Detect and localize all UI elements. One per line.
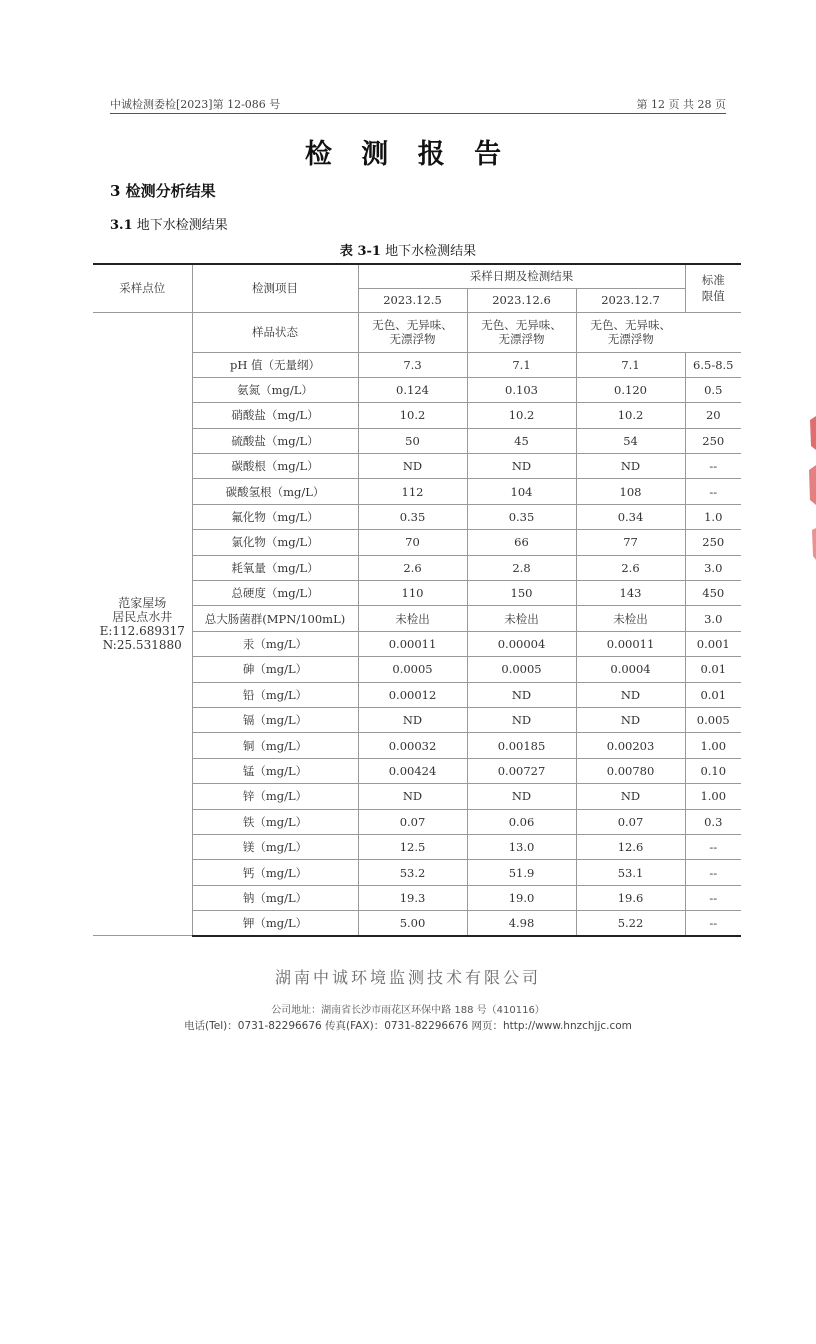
value-cell: ND [358,454,467,479]
item-cell: 钾（mg/L） [192,911,358,936]
value-cell: 0.07 [358,809,467,834]
value-cell: 2.8 [467,555,576,580]
value-cell: 10.2 [467,403,576,428]
standard-cell: 0.10 [685,758,741,783]
value-cell: 2.6 [358,555,467,580]
value-cell: 7.3 [358,352,467,377]
item-cell: 硫酸盐（mg/L） [192,428,358,453]
value-cell: 0.120 [576,377,685,402]
standard-cell: 250 [685,530,741,555]
value-cell: ND [576,454,685,479]
standard-cell: -- [685,860,741,885]
value-cell: 5.00 [358,911,467,936]
item-cell: 镉（mg/L） [192,707,358,732]
standard-cell: -- [685,834,741,859]
value-cell: 0.06 [467,809,576,834]
page-title: 检 测 报 告 [304,139,512,170]
value-cell: 45 [467,428,576,453]
item-cell: 碳酸根（mg/L） [192,454,358,479]
section-heading: 3 检测分析结果 [110,182,216,200]
standard-cell: -- [685,454,741,479]
value-cell: 0.35 [467,504,576,529]
value-cell: 70 [358,530,467,555]
value-cell: 0.00012 [358,682,467,707]
value-cell: 66 [467,530,576,555]
item-cell: 铅（mg/L） [192,682,358,707]
value-cell: 104 [467,479,576,504]
value-cell: 0.35 [358,504,467,529]
value-cell: 150 [467,581,576,606]
item-cell: 总硬度（mg/L） [192,581,358,606]
company-address: 公司地址：湖南省长沙市雨花区环保中路 188 号（410116） [271,1005,545,1016]
value-cell: 53.1 [576,860,685,885]
value-cell: ND [467,682,576,707]
item-cell: 硝酸盐（mg/L） [192,403,358,428]
value-cell: 13.0 [467,834,576,859]
standard-cell: 1.00 [685,784,741,809]
company-name: 湖南中诚环境监测技术有限公司 [274,968,541,987]
value-cell: 0.00203 [576,733,685,758]
item-cell: 铜（mg/L） [192,733,358,758]
col-header-item: 检测项目 [192,264,358,312]
standard-cell: 6.5-8.5 [685,352,741,377]
company-contact: 电话(Tel)：0731-82296676 传真(FAX)：0731-82296676 网页：http://www.hnzchjjc.com [184,1020,632,1032]
value-cell: ND [576,682,685,707]
value-cell: 0.0004 [576,657,685,682]
value-cell: ND [358,707,467,732]
standard-cell: 1.00 [685,733,741,758]
value-cell: 108 [576,479,685,504]
value-cell: 53.2 [358,860,467,885]
value-cell: 51.9 [467,860,576,885]
item-cell: 砷（mg/L） [192,657,358,682]
item-cell: 样品状态 [192,312,358,352]
col-header-site: 采样点位 [93,264,192,312]
seal-stamp-edge [806,410,816,570]
item-cell: pH 值（无量纲） [192,352,358,377]
value-cell: 5.22 [576,911,685,936]
value-cell: 10.2 [358,403,467,428]
subsection-text: 地下水检测结果 [132,218,228,233]
table-caption [0,240,816,259]
value-cell: 0.00424 [358,758,467,783]
value-cell: 0.07 [576,809,685,834]
standard-cell: 0.001 [685,631,741,656]
item-cell: 钠（mg/L） [192,885,358,910]
value-cell: ND [576,784,685,809]
item-cell: 锰（mg/L） [192,758,358,783]
value-cell: ND [467,454,576,479]
value-cell: 4.98 [467,911,576,936]
item-cell: 汞（mg/L） [192,631,358,656]
value-cell: 19.0 [467,885,576,910]
value-cell: 0.00727 [467,758,576,783]
results-table [93,263,741,937]
standard-cell: 20 [685,403,741,428]
table-row [93,312,741,352]
value-cell: 0.00011 [358,631,467,656]
header-divider [110,113,726,114]
value-cell: 19.6 [576,885,685,910]
value-cell: 0.00032 [358,733,467,758]
standard-cell: 0.5 [685,377,741,402]
col-header-date-group: 采样日期及检测结果 [358,264,685,288]
value-cell: 112 [358,479,467,504]
standard-cell: 0.005 [685,707,741,732]
item-cell: 碳酸氢根（mg/L） [192,479,358,504]
standard-cell: -- [685,885,741,910]
standard-cell: 250 [685,428,741,453]
value-cell: 无色、无异味、 无漂浮物 [576,312,685,352]
item-cell: 氟化物（mg/L） [192,504,358,529]
item-cell: 钙（mg/L） [192,860,358,885]
value-cell: 7.1 [467,352,576,377]
standard-cell: 3.0 [685,606,741,631]
value-cell: 10.2 [576,403,685,428]
col-header-date: 2023.12.7 [576,288,685,312]
value-cell: 无色、无异味、 无漂浮物 [467,312,576,352]
value-cell: 2.6 [576,555,685,580]
value-cell: 50 [358,428,467,453]
standard-cell: 0.01 [685,682,741,707]
value-cell: 0.0005 [467,657,576,682]
value-cell: 7.1 [576,352,685,377]
value-cell: 0.00004 [467,631,576,656]
value-cell: 未检出 [576,606,685,631]
value-cell: 0.0005 [358,657,467,682]
report-number: 中诚检测委检[2023]第 12-086 号 [110,98,281,111]
standard-cell: 450 [685,581,741,606]
col-header-date: 2023.12.6 [467,288,576,312]
item-cell: 耗氧量（mg/L） [192,555,358,580]
col-header-standard: 标准 限值 [685,264,741,312]
item-cell: 镁（mg/L） [192,834,358,859]
value-cell: 143 [576,581,685,606]
value-cell: 19.3 [358,885,467,910]
value-cell: 0.34 [576,504,685,529]
value-cell: ND [576,707,685,732]
value-cell: 77 [576,530,685,555]
table-caption-text: 地下水检测结果 [380,244,477,259]
table-caption-number: 表 3-1 [339,244,381,259]
item-cell: 总大肠菌群(MPN/100mL) [192,606,358,631]
standard-cell: 3.0 [685,555,741,580]
value-cell: ND [467,707,576,732]
value-cell: 54 [576,428,685,453]
sampling-site: 范家屋场 居民点水井 E:112.689317 N:25.531880 [93,312,192,936]
item-cell: 氯化物（mg/L） [192,530,358,555]
col-header-date: 2023.12.5 [358,288,467,312]
standard-cell: -- [685,479,741,504]
subsection-number: 3.1 [110,218,133,233]
value-cell: 未检出 [358,606,467,631]
value-cell: 12.6 [576,834,685,859]
value-cell: 0.124 [358,377,467,402]
value-cell: 12.5 [358,834,467,859]
value-cell: 0.00011 [576,631,685,656]
value-cell: 0.00185 [467,733,576,758]
item-cell: 铁（mg/L） [192,809,358,834]
standard-cell: 0.3 [685,809,741,834]
value-cell: 无色、无异味、 无漂浮物 [358,312,467,352]
value-cell: 未检出 [467,606,576,631]
value-cell: 0.103 [467,377,576,402]
value-cell: 0.00780 [576,758,685,783]
standard-cell: -- [685,911,741,936]
item-cell: 锌（mg/L） [192,784,358,809]
page-number: 第 12 页 共 28 页 [636,98,726,111]
value-cell: ND [358,784,467,809]
subsection-heading [110,214,228,233]
item-cell: 氨氮（mg/L） [192,377,358,402]
standard-cell: 1.0 [685,504,741,529]
value-cell: ND [467,784,576,809]
standard-cell: 0.01 [685,657,741,682]
value-cell: 110 [358,581,467,606]
